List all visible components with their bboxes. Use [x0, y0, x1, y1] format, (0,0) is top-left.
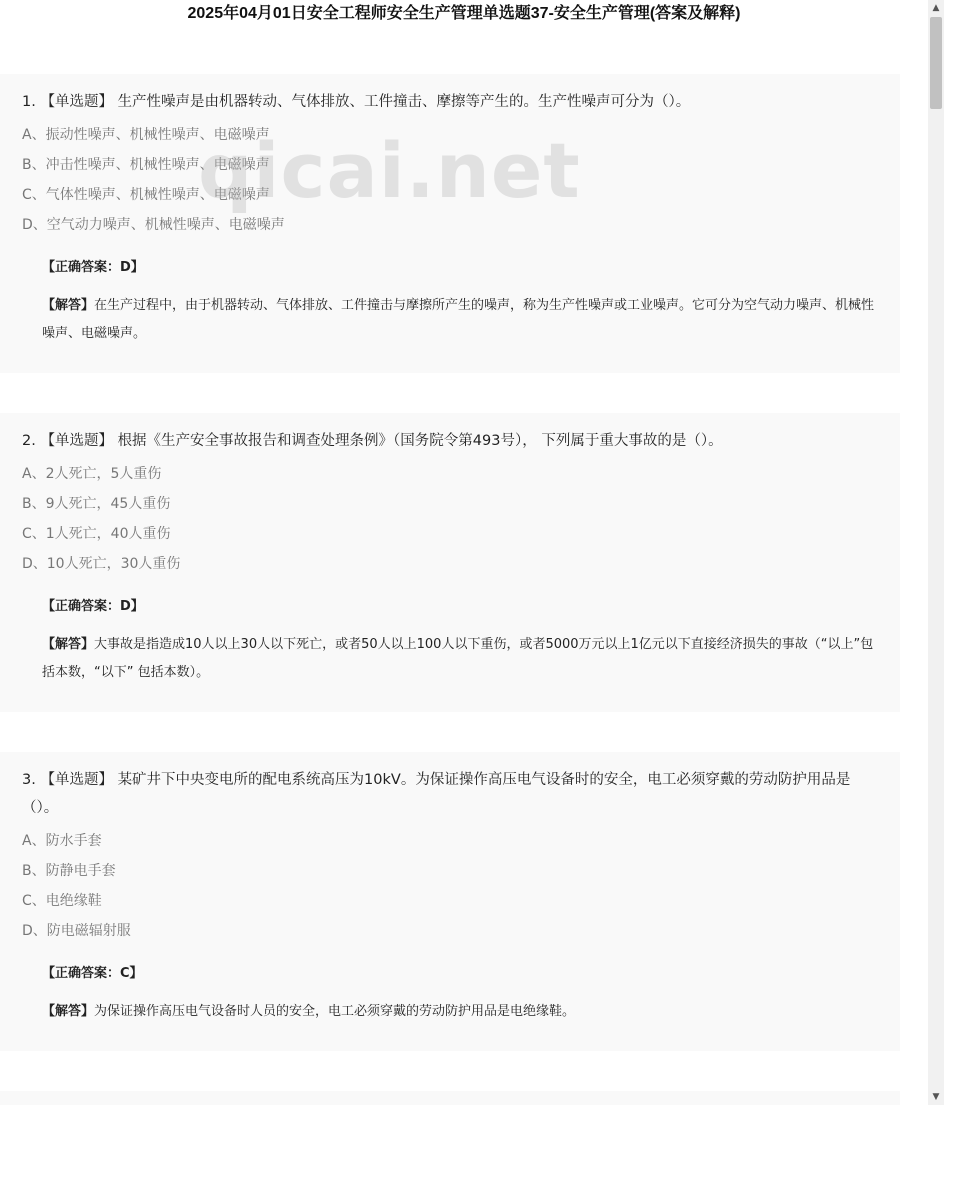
correct-answer: 【正确答案：D】 [42, 260, 144, 275]
page-title: 2025年04月01日安全工程师安全生产管理单选题37-安全生产管理(答案及解释) [187, 5, 741, 22]
option-b[interactable]: B、防静电手套 [22, 863, 116, 879]
question-card-4 [0, 1091, 900, 1105]
option-a[interactable]: A、2人死亡，5人重伤 [22, 466, 162, 482]
question-text: 根据《生产安全事故报告和调查处理条例》（国务院令第493号）， 下列属于重大事故的是（）。 [117, 433, 723, 449]
option-c[interactable]: C、电绝缘鞋 [22, 893, 102, 909]
vertical-scrollbar[interactable] [928, 0, 944, 1105]
option-d[interactable]: D、空气动力噪声、机械性噪声、电磁噪声 [22, 217, 285, 233]
correct-answer: 【正确答案：C】 [42, 966, 143, 981]
question-stem [22, 427, 878, 455]
option-c[interactable]: C、1人死亡，40人重伤 [22, 526, 171, 542]
question-number: 1. [22, 94, 36, 110]
question-type-tag: 【单选题】 [40, 94, 113, 110]
option-a[interactable]: A、防水手套 [22, 833, 102, 849]
scroll-up-icon[interactable]: ▲ [932, 3, 940, 13]
explanation [42, 631, 878, 687]
explanation [42, 998, 878, 1026]
question-text: 某矿井下中央变电所的配电系统高压为10kV。为保证操作高压电气设备时的安全，电工必须穿戴的劳动防护用品是（）。 [22, 772, 851, 816]
explanation-label: 【解答】 [42, 1004, 95, 1019]
explanation-text: 在生产过程中，由于机器转动、气体排放、工件撞击与摩擦所产生的噪声，称为生产性噪声或工业噪声。它可分为空气动力噪声、机械性噪声、电磁噪声。 [42, 298, 875, 341]
question-stem [22, 766, 878, 822]
explanation-text: 大事故是指造成10人以上30人以下死亡，或者50人以上100人以下重伤，或者5000万元以上1亿元以下直接经济损失的事故（“以上”包括本数，“以下” 包括本数）。 [42, 637, 874, 680]
explanation [42, 292, 878, 348]
question-card-2 [0, 413, 900, 712]
scroll-thumb[interactable] [930, 17, 942, 109]
option-b[interactable]: B、冲击性噪声、机械性噪声、电磁噪声 [22, 157, 270, 173]
question-card-3 [0, 752, 900, 1051]
explanation-text: 为保证操作高压电气设备时人员的安全，电工必须穿戴的劳动防护用品是电绝缘鞋。 [94, 1004, 576, 1019]
question-text: 生产性噪声是由机器转动、气体排放、工件撞击、摩擦等产生的。生产性噪声可分为（）。 [117, 94, 691, 110]
scroll-down-icon[interactable]: ▼ [932, 1092, 940, 1102]
option-c[interactable]: C、气体性噪声、机械性噪声、电磁噪声 [22, 187, 270, 203]
question-card-1 [0, 74, 900, 373]
watermark: qicai.net [198, 126, 581, 215]
option-d[interactable]: D、防电磁辐射服 [22, 923, 131, 939]
question-type-tag: 【单选题】 [40, 433, 113, 449]
option-b[interactable]: B、9人死亡，45人重伤 [22, 496, 171, 512]
question-number: 2. [22, 433, 36, 449]
question-type-tag: 【单选题】 [40, 772, 113, 788]
question-stem [22, 88, 878, 116]
question-number: 3. [22, 772, 36, 788]
option-a[interactable]: A、振动性噪声、机械性噪声、电磁噪声 [22, 127, 270, 143]
explanation-label: 【解答】 [42, 298, 95, 313]
correct-answer: 【正确答案：D】 [42, 599, 144, 614]
explanation-label: 【解答】 [42, 637, 95, 652]
option-d[interactable]: D、10人死亡，30人重伤 [22, 556, 181, 572]
